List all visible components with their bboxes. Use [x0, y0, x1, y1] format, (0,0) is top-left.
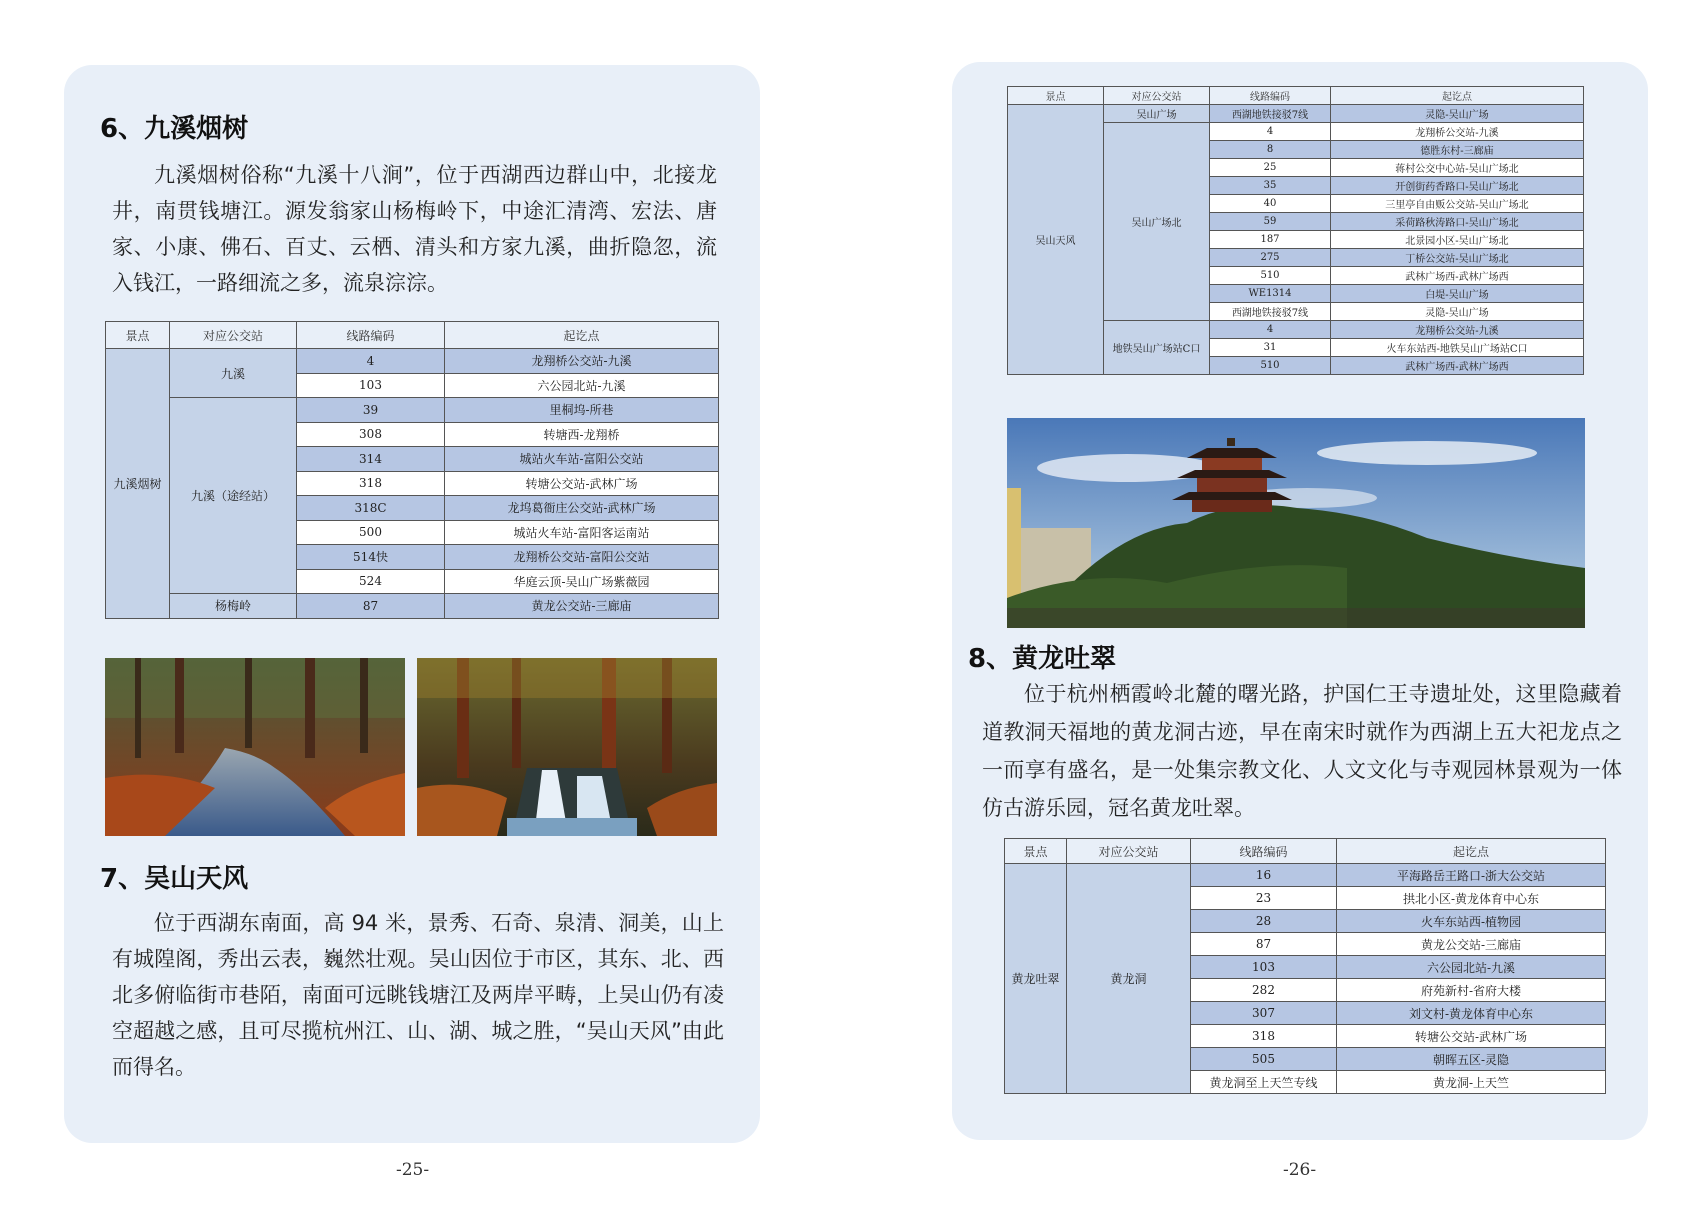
- route-code-cell: 40: [1210, 195, 1331, 213]
- route-code-cell: 4: [1210, 123, 1331, 141]
- route-code-cell: WE1314: [1210, 285, 1331, 303]
- route-endpoints-cell: 六公园北站-九溪: [1337, 956, 1606, 979]
- section-8-text: 位于杭州栖霞岭北麓的曙光路，护国仁王寺遗址处，这里隐藏着道教洞天福地的黄龙洞古迹，早在南宋时就作为西湖上五大祀龙点之一而享有盛名，是一处集宗教文化、人文文化与寺观园林景观为一体仿古游乐园，冠名黄龙吐翠。: [982, 682, 1622, 820]
- route-code-cell: 505: [1191, 1048, 1337, 1071]
- route-code-cell: 87: [297, 594, 445, 619]
- route-code-cell: 282: [1191, 979, 1337, 1002]
- route-endpoints-cell: 龙翔桥公交站-九溪: [1331, 321, 1584, 339]
- route-code-cell: 黄龙洞至上天竺专线: [1191, 1071, 1337, 1094]
- table-row: [106, 349, 719, 374]
- route-code-cell: 307: [1191, 1002, 1337, 1025]
- route-endpoints-cell: 转塘公交站-武林广场: [445, 471, 719, 496]
- section-7-text: 位于西湖东南面，高 94 米，景秀、石奇、泉清、洞美，山上有城隍阁，秀出云表，巍然壮观。吴山因位于市区，其东、北、西北多俯临街市巷陌，南面可远眺钱塘江及两岸平畴，上吴山仍有凌空超越之感，且可尽揽杭州江、山、湖、城之胜，“吴山天风”由此而得名。: [112, 911, 724, 1079]
- route-endpoints-cell: 开创街药香路口-吴山广场北: [1331, 177, 1584, 195]
- route-code-cell: 23: [1191, 887, 1337, 910]
- route-endpoints-cell: 黄龙公交站-三廊庙: [1337, 933, 1606, 956]
- route-endpoints-cell: 里桐坞-所巷: [445, 398, 719, 423]
- route-code-cell: 318C: [297, 496, 445, 521]
- station-cell: 九溪（途经站）: [170, 398, 297, 594]
- route-endpoints-cell: 城站火车站-富阳客运南站: [445, 520, 719, 545]
- spot-cell: 九溪烟树: [106, 349, 170, 619]
- table-row: [106, 398, 719, 423]
- route-code-cell: 308: [297, 422, 445, 447]
- header-route-code: 线路编码: [297, 322, 445, 349]
- header-route-endpoints: 起讫点: [1337, 839, 1606, 864]
- route-endpoints-cell: 火车东站西-植物园: [1337, 910, 1606, 933]
- route-endpoints-cell: 武林广场西-武林广场西: [1331, 357, 1584, 375]
- table-row: [1005, 864, 1606, 887]
- route-code-cell: 西湖地铁接驳7线: [1210, 105, 1331, 123]
- route-endpoints-cell: 蒋村公交中心站-吴山广场北: [1331, 159, 1584, 177]
- route-code-cell: 8: [1210, 141, 1331, 159]
- route-endpoints-cell: 火车东站西-地铁吴山广场站C口: [1331, 339, 1584, 357]
- station-cell: 杨梅岭: [170, 594, 297, 619]
- route-endpoints-cell: 龙坞葛衙庄公交站-武林广场: [445, 496, 719, 521]
- header-spot: 景点: [106, 322, 170, 349]
- header-station: 对应公交站: [1067, 839, 1191, 864]
- page-number-25: -25-: [396, 1160, 430, 1180]
- jiuxi-waterfall-photo: [417, 658, 717, 836]
- route-endpoints-cell: 府苑新村-省府大楼: [1337, 979, 1606, 1002]
- route-code-cell: 31: [1210, 339, 1331, 357]
- section-7-title: 7、吴山天风: [100, 864, 249, 894]
- route-code-cell: 西湖地铁接驳7线: [1210, 303, 1331, 321]
- route-endpoints-cell: 黄龙洞-上天竺: [1337, 1071, 1606, 1094]
- table-row: [106, 594, 719, 619]
- route-code-cell: 25: [1210, 159, 1331, 177]
- route-code-cell: 28: [1191, 910, 1337, 933]
- route-code-cell: 510: [1210, 357, 1331, 375]
- route-code-cell: 275: [1210, 249, 1331, 267]
- route-code-cell: 187: [1210, 231, 1331, 249]
- route-code-cell: 4: [1210, 321, 1331, 339]
- route-endpoints-cell: 刘文村-黄龙体育中心东: [1337, 1002, 1606, 1025]
- route-code-cell: 318: [297, 471, 445, 496]
- route-endpoints-cell: 丁桥公交站-吴山广场北: [1331, 249, 1584, 267]
- route-endpoints-cell: 武林广场西-武林广场西: [1331, 267, 1584, 285]
- header-route-code: 线路编码: [1191, 839, 1337, 864]
- jiuxi-forest-stream-photo: [105, 658, 405, 836]
- station-cell: 吴山广场北: [1104, 123, 1210, 321]
- header-route-endpoints: 起讫点: [445, 322, 719, 349]
- jiuxi-bus-table: [105, 321, 719, 619]
- section-6-text: 九溪烟树俗称“九溪十八涧”，位于西湖西边群山中，北接龙井，南贯钱塘江。源发翁家山杨梅岭下，中途汇清湾、宏法、唐家、小康、佛石、百丈、云栖、清头和方家九溪，曲折隐忽，流入钱江，一路细流之多，流泉淙淙。: [112, 163, 717, 295]
- route-endpoints-cell: 转塘西-龙翔桥: [445, 422, 719, 447]
- route-code-cell: 514快: [297, 545, 445, 570]
- route-code-cell: 4: [297, 349, 445, 374]
- page-number-26: -26-: [1283, 1160, 1317, 1180]
- route-endpoints-cell: 城站火车站-富阳公交站: [445, 447, 719, 472]
- route-endpoints-cell: 华庭云顶-吴山广场紫薇园: [445, 569, 719, 594]
- route-endpoints-cell: 灵隐-吴山广场: [1331, 105, 1584, 123]
- header-spot: 景点: [1008, 87, 1104, 105]
- route-endpoints-cell: 龙翔桥公交站-九溪: [445, 349, 719, 374]
- route-code-cell: 318: [1191, 1025, 1337, 1048]
- route-endpoints-cell: 德胜东村-三廊庙: [1331, 141, 1584, 159]
- route-endpoints-cell: 龙翔桥公交站-富阳公交站: [445, 545, 719, 570]
- spot-cell: 黄龙吐翠: [1005, 864, 1067, 1094]
- route-code-cell: 35: [1210, 177, 1331, 195]
- route-code-cell: 524: [297, 569, 445, 594]
- station-cell: 黄龙洞: [1067, 864, 1191, 1094]
- station-cell: 吴山广场: [1104, 105, 1210, 123]
- route-code-cell: 39: [297, 398, 445, 423]
- route-endpoints-cell: 拱北小区-黄龙体育中心东: [1337, 887, 1606, 910]
- route-endpoints-cell: 龙翔桥公交站-九溪: [1331, 123, 1584, 141]
- route-endpoints-cell: 转塘公交站-武林广场: [1337, 1025, 1606, 1048]
- section-6-title: 6、九溪烟树: [100, 114, 249, 144]
- header-spot: 景点: [1005, 839, 1067, 864]
- header-station: 对应公交站: [170, 322, 297, 349]
- route-endpoints-cell: 北景园小区-吴山广场北: [1331, 231, 1584, 249]
- route-code-cell: 500: [297, 520, 445, 545]
- header-route-endpoints: 起讫点: [1331, 87, 1584, 105]
- table-row: [1008, 105, 1584, 123]
- route-endpoints-cell: 三里亭自由贩公交站-吴山广场北: [1331, 195, 1584, 213]
- header-route-code: 线路编码: [1210, 87, 1331, 105]
- huanglong-bus-table: [1004, 838, 1606, 1094]
- route-code-cell: 103: [1191, 956, 1337, 979]
- route-endpoints-cell: 朝晖五区-灵隐: [1337, 1048, 1606, 1071]
- route-code-cell: 510: [1210, 267, 1331, 285]
- station-cell: 九溪: [170, 349, 297, 398]
- route-endpoints-cell: 平海路岳王路口-浙大公交站: [1337, 864, 1606, 887]
- route-endpoints-cell: 采荷路秋涛路口-吴山广场北: [1331, 213, 1584, 231]
- chenghuang-pavilion-photo: [1007, 418, 1585, 628]
- spot-cell: 吴山天风: [1008, 105, 1104, 375]
- route-code-cell: 314: [297, 447, 445, 472]
- route-code-cell: 87: [1191, 933, 1337, 956]
- section-8-title: 8、黄龙吐翠: [968, 644, 1117, 674]
- wushan-bus-table: [1007, 86, 1584, 375]
- route-endpoints-cell: 六公园北站-九溪: [445, 373, 719, 398]
- route-code-cell: 16: [1191, 864, 1337, 887]
- header-station: 对应公交站: [1104, 87, 1210, 105]
- route-endpoints-cell: 灵隐-吴山广场: [1331, 303, 1584, 321]
- route-code-cell: 59: [1210, 213, 1331, 231]
- route-code-cell: 103: [297, 373, 445, 398]
- station-cell: 地铁吴山广场站C口: [1104, 321, 1210, 375]
- route-endpoints-cell: 黄龙公交站-三廊庙: [445, 594, 719, 619]
- route-endpoints-cell: 白堤-吴山广场: [1331, 285, 1584, 303]
